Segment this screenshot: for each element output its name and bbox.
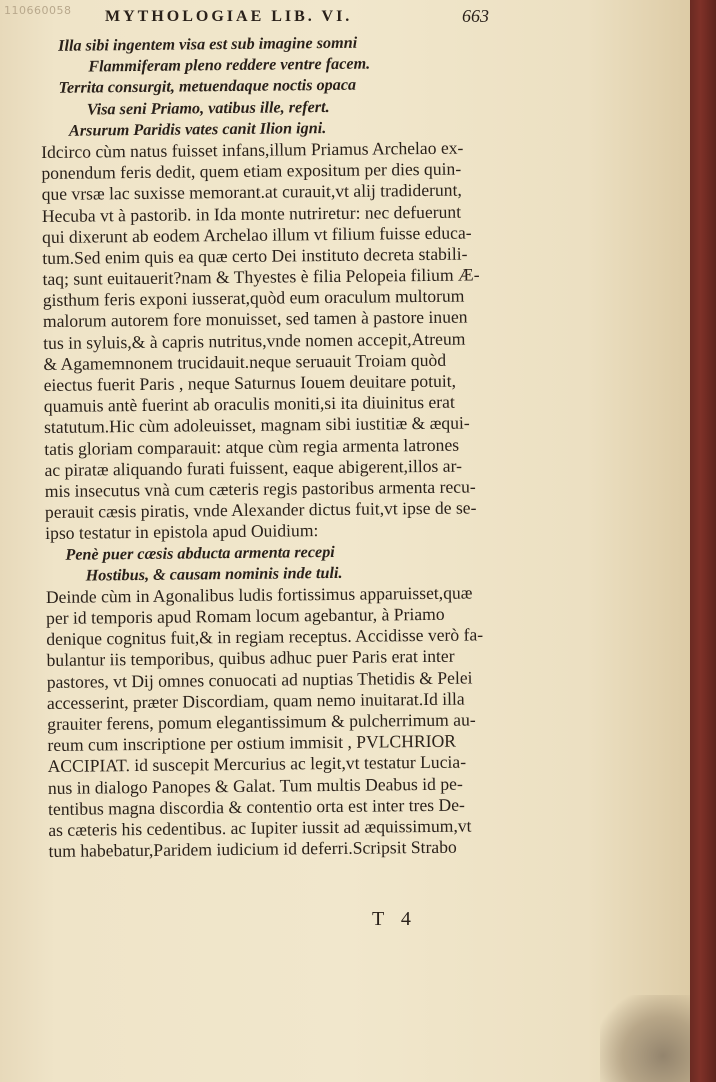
prose-line: per id temporis apud Romam locum agebantur, à Priamo xyxy=(45,603,445,629)
prose-line: ipso testatur in epistola apud Ouidium: xyxy=(45,520,319,544)
prose-line: Idcirco cùm natus fuisset infans,illum Priamus Archelao ex- xyxy=(41,137,464,162)
verse-line: Illa sibi ingentem visa est sub imagine somni xyxy=(58,33,358,55)
prose-line: Hecuba vt à pastorib. in Ida monte nutriretur: nec defuerunt xyxy=(41,201,462,226)
verse-line: Hostibus, & causam nominis inde tuli. xyxy=(85,563,343,585)
prose-line: tentibus magna discordia & contentio orta est inter tres De- xyxy=(47,794,465,819)
main-text-block xyxy=(40,31,569,863)
prose-line: & Agamemnonem trucidauit.neque seruauit Troiam quòd xyxy=(43,349,447,374)
prose-line: grauiter ferens, pomum elegantissimum & pulcherrimum au- xyxy=(47,709,476,734)
prose-line: malorum autorem fore monuisset, sed tamen à pastore inuen xyxy=(42,306,468,332)
prose-line: mis insecutus vnà cum cæteris regis pastoribus armenta recu- xyxy=(44,476,476,501)
verse-line: Penè puer cæsis abducta armenta recepi xyxy=(65,542,335,564)
prose-line: ponendum feris dedit, quem etiam expositum per dies quin- xyxy=(41,158,462,184)
prose-line: taq; sunt euitauerit?nam & Thyestes è filia Pelopeia filium Æ- xyxy=(42,264,480,290)
page-number: 663 xyxy=(462,6,489,26)
verse-line: Arsurum Paridis vates canit Ilion igni. xyxy=(68,118,327,140)
prose-line: que vrsæ lac suxisse memorant.at curauit,vt alij tradiderunt, xyxy=(41,179,462,205)
page-shadow xyxy=(600,995,690,1082)
verse-line: Visa seni Priamo, vatibus ille, refert. xyxy=(86,97,330,119)
running-title: MYTHOLOGIAE LIB. VI. xyxy=(105,8,353,25)
scan-id-stamp: 110660058 xyxy=(4,4,72,17)
prose-line: gisthum feris exponi iusserat,quòd eum oraculum multorum xyxy=(42,285,465,311)
verse-line: Flammiferam pleno reddere ventre facem. xyxy=(88,54,371,76)
verse-line: Territa consurgit, metuendaque noctis opaca xyxy=(58,76,357,98)
prose-line: ac piratæ aliquando furati fuissent, eaque abigerent,illos ar- xyxy=(44,455,462,480)
prose-line: quamuis antè fuerint ab oraculis moniti,si ita diuinitus erat xyxy=(43,391,455,417)
prose-line: ACCIPIAT. id suscepit Mercurius ac legit,vt testatur Lucia- xyxy=(47,751,467,777)
prose-line: as cæteris his cedentibus. ac Iupiter iussit ad æquissimum,vt xyxy=(48,815,472,840)
prose-line: tum habebatur,Paridem iudicium id deferri.Scripsit Strabo xyxy=(48,836,457,862)
prose-line: tus in syluis,& à capris nutritus,vnde nomen accepit,Atreum xyxy=(43,328,466,353)
prose-line: Deinde cùm in Agonalibus ludis fortissimus apparuisset,quæ xyxy=(45,582,473,607)
prose-line: qui dixerunt ab eodem Archelao illum vt filium fuisse educa- xyxy=(41,222,472,247)
prose-line: statutum.Hic cùm adoleuisset, magnam sibi iustitiæ & æqui- xyxy=(43,412,470,438)
prose-line: nus in dialogo Panopes & Galat. Tum multis Deabus id pe- xyxy=(47,773,463,798)
prose-line: bulantur iis temporibus, quibus adhuc puer Paris erat inter xyxy=(46,646,455,671)
prose-line: accesserint, præter Discordiam, quam nemo inuitarat.Id illa xyxy=(46,688,465,713)
prose-line: perauit cæsis piratis, vnde Alexander dictus fuit,vt ipse de se- xyxy=(44,497,477,523)
catchword-signature: T 4 xyxy=(372,908,417,930)
book-cover-edge xyxy=(690,0,716,1082)
prose-line: tatis gloriam comparauit: atque cùm regia armenta latrones xyxy=(44,434,460,459)
prose-line: denique cognitus fuit,& in regiam receptus. Accidisse verò fa- xyxy=(46,624,484,650)
prose-line: reum cum inscriptione per ostium immisit , PVLCHRIOR xyxy=(47,730,457,756)
prose-line: pastores, vt Dij omnes conuocati ad nuptias Thetidis & Pelei xyxy=(46,667,473,692)
prose-line: eiectus fuerit Paris , neque Saturnus Iouem deuitare potuit, xyxy=(43,370,457,395)
prose-line: tum.Sed enim quis ea quæ certo Dei instituto decreta stabili- xyxy=(42,243,468,268)
